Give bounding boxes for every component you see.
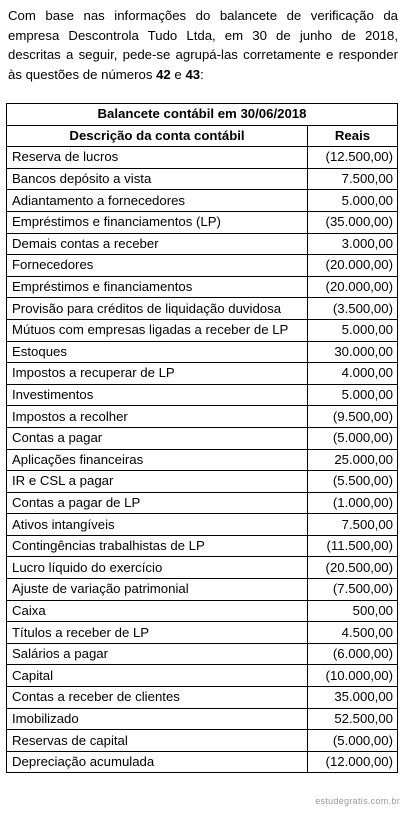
table-header-row	[7, 125, 398, 147]
account-description: Empréstimos e financiamentos	[7, 276, 308, 298]
question-number-42: 42	[156, 66, 171, 82]
account-value: (5.000,00)	[308, 730, 398, 752]
table-row	[7, 190, 398, 212]
column-header-description: Descrição da conta contábil	[7, 125, 308, 147]
account-description: Caixa	[7, 600, 308, 622]
table-row	[7, 708, 398, 730]
account-value: 500,00	[308, 600, 398, 622]
account-description: Ativos intangíveis	[7, 514, 308, 536]
account-description: Contas a pagar	[7, 427, 308, 449]
intro-paragraph	[8, 6, 398, 84]
account-value: 5.000,00	[308, 190, 398, 212]
account-description: Estoques	[7, 341, 308, 363]
account-value: (20.000,00)	[308, 276, 398, 298]
table-row	[7, 319, 398, 341]
balance-table	[6, 103, 398, 773]
account-description: Reserva de lucros	[7, 147, 308, 169]
account-value: 3.000,00	[308, 233, 398, 255]
account-value: (12.000,00)	[308, 751, 398, 773]
account-value: (5.000,00)	[308, 427, 398, 449]
intro-text: Com base nas informações do balancete de verificação da empresa Descontrola Tudo Ltda, em 30 de junho de 2018, descritas a seguir, pede-se agrupá-las corretamente e responder às questões de números	[8, 8, 398, 82]
table-row	[7, 276, 398, 298]
account-description: Impostos a recolher	[7, 406, 308, 428]
account-value: (1.000,00)	[308, 492, 398, 514]
account-description: Imobilizado	[7, 708, 308, 730]
account-description: Investimentos	[7, 384, 308, 406]
account-value: (5.500,00)	[308, 471, 398, 493]
account-value: 35.000,00	[308, 687, 398, 709]
account-description: Bancos depósito a vista	[7, 168, 308, 190]
table-row	[7, 622, 398, 644]
table-row	[7, 514, 398, 536]
account-value: (20.000,00)	[308, 255, 398, 277]
table-row	[7, 255, 398, 277]
account-value: 4.000,00	[308, 363, 398, 385]
table-row	[7, 427, 398, 449]
table-row	[7, 341, 398, 363]
account-description: Depreciação acumulada	[7, 751, 308, 773]
account-description: Contas a pagar de LP	[7, 492, 308, 514]
table-title: Balancete contábil em 30/06/2018	[7, 104, 398, 126]
account-value: (6.000,00)	[308, 643, 398, 665]
table-row	[7, 579, 398, 601]
table-title-row	[7, 104, 398, 126]
account-description: Títulos a receber de LP	[7, 622, 308, 644]
account-value: 25.000,00	[308, 449, 398, 471]
account-description: Capital	[7, 665, 308, 687]
account-description: Mútuos com empresas ligadas a receber de LP	[7, 319, 308, 341]
table-row	[7, 168, 398, 190]
table-row	[7, 687, 398, 709]
table-row	[7, 492, 398, 514]
table-row	[7, 600, 398, 622]
account-description: Ajuste de variação patrimonial	[7, 579, 308, 601]
table-row	[7, 730, 398, 752]
account-description: Fornecedores	[7, 255, 308, 277]
account-value: 5.000,00	[308, 384, 398, 406]
table-row	[7, 233, 398, 255]
account-value: (35.000,00)	[308, 211, 398, 233]
account-description: IR e CSL a pagar	[7, 471, 308, 493]
account-value: 4.500,00	[308, 622, 398, 644]
table-row	[7, 665, 398, 687]
account-value: (3.500,00)	[308, 298, 398, 320]
account-description: Salários a pagar	[7, 643, 308, 665]
account-description: Aplicações financeiras	[7, 449, 308, 471]
account-value: (7.500,00)	[308, 579, 398, 601]
table-row	[7, 384, 398, 406]
account-description: Provisão para créditos de liquidação duvidosa	[7, 298, 308, 320]
table-row	[7, 147, 398, 169]
site-watermark: estudegratis.com.br	[315, 796, 400, 806]
account-value: 7.500,00	[308, 168, 398, 190]
account-value: (10.000,00)	[308, 665, 398, 687]
intro-conjunction: e	[170, 66, 186, 82]
account-value: (12.500,00)	[308, 147, 398, 169]
account-description: Contingências trabalhistas de LP	[7, 535, 308, 557]
question-number-43: 43	[185, 66, 201, 82]
account-description: Adiantamento a fornecedores	[7, 190, 308, 212]
table-row	[7, 643, 398, 665]
intro-end: :	[200, 66, 204, 82]
table-row	[7, 557, 398, 579]
table-body	[7, 147, 398, 773]
account-value: (9.500,00)	[308, 406, 398, 428]
account-value: 7.500,00	[308, 514, 398, 536]
column-header-value: Reais	[308, 125, 398, 147]
account-description: Contas a receber de clientes	[7, 687, 308, 709]
account-value: (20.500,00)	[308, 557, 398, 579]
account-value: 52.500,00	[308, 708, 398, 730]
table-row	[7, 298, 398, 320]
account-description: Reservas de capital	[7, 730, 308, 752]
account-value: 30.000,00	[308, 341, 398, 363]
account-description: Empréstimos e financiamentos (LP)	[7, 211, 308, 233]
table-row	[7, 449, 398, 471]
account-value: 5.000,00	[308, 319, 398, 341]
table-row	[7, 535, 398, 557]
table-row	[7, 211, 398, 233]
table-row	[7, 471, 398, 493]
account-description: Lucro líquido do exercício	[7, 557, 308, 579]
table-row	[7, 751, 398, 773]
account-description: Impostos a recuperar de LP	[7, 363, 308, 385]
table-row	[7, 363, 398, 385]
account-description: Demais contas a receber	[7, 233, 308, 255]
account-value: (11.500,00)	[308, 535, 398, 557]
table-row	[7, 406, 398, 428]
